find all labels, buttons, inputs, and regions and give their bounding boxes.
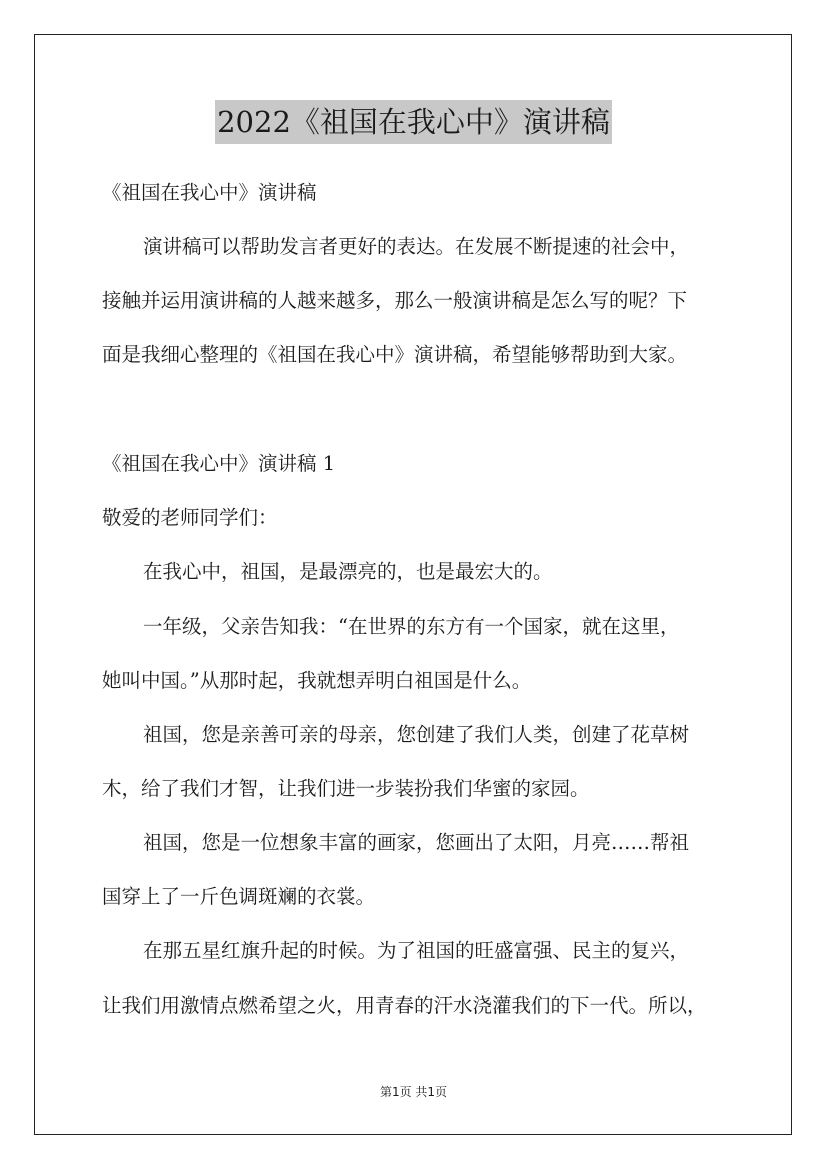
body-line: 国穿上了一斤色调斑斓的衣裳。 [102,885,376,908]
salutation: 敬爱的老师同学们： [102,506,278,529]
document-title: 2022《祖国在我心中》演讲稿 [215,100,612,144]
page-footer: 第1页 共1页 [379,1085,448,1099]
document-subtitle: 《祖国在我心中》演讲稿 [102,181,317,204]
body-line: 在我心中，祖国，是最漂亮的，也是最宏大的。 [143,560,553,583]
intro-line: 接触并运用演讲稿的人越来越多，那么一般演讲稿是怎么写的呢？下 [102,289,688,312]
body-line: 木，给了我们才智，让我们进一步装扮我们华蜜的家园。 [102,777,590,800]
body-line: 她叫中国。”从那时起，我就想弄明白祖国是什么。 [102,669,532,692]
body-line: 让我们用激情点燃希望之火，用青春的汗水浇灌我们的下一代。所以， [102,994,707,1017]
body-line: 一年级，父亲告知我：“在世界的东方有一个国家，就在这里， [143,615,680,638]
body-line: 祖国，您是亲善可亲的母亲，您创建了我们人类，创建了花草树 [143,723,690,746]
intro-line: 演讲稿可以帮助发言者更好的表达。在发展不断提速的社会中， [143,235,690,258]
section-heading: 《祖国在我心中》演讲稿 1 [102,452,336,475]
body-line: 在那五星红旗升起的时候。为了祖国的旺盛富强、民主的复兴， [143,939,690,962]
title-container [0,100,827,144]
body-line: 祖国，您是一位想象丰富的画家，您画出了太阳，月亮……帮祖 [143,831,690,854]
intro-line: 面是我细心整理的《祖国在我心中》演讲稿，希望能够帮助到大家。 [102,343,688,366]
